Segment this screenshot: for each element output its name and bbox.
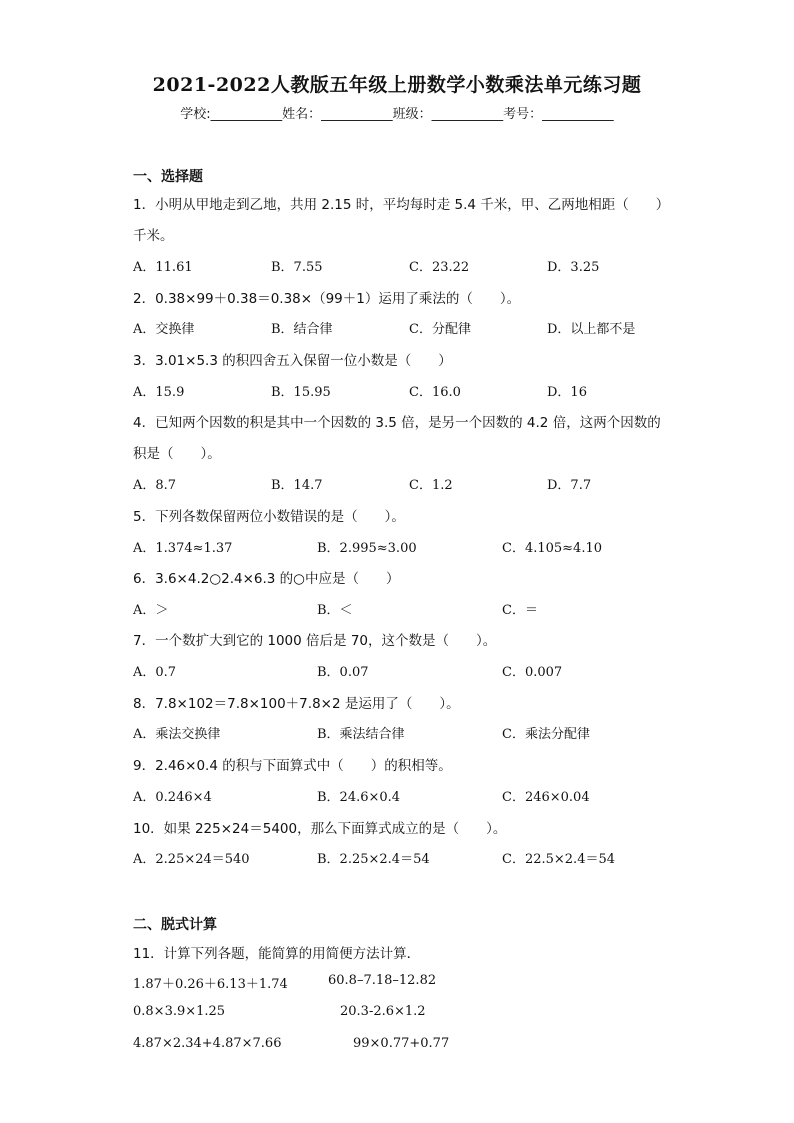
q8-option-a: A．乘法交换律 bbox=[133, 727, 221, 742]
question-2: 2．0.38×99＋0.38＝0.38×（99＋1）运用了乘法的（ ）。 bbox=[133, 291, 521, 307]
calc-expression: 1.87＋0.26＋6.13＋1.74 bbox=[133, 977, 288, 992]
question-4: 4．已知两个因数的积是其中一个因数的 3.5 倍，是另一个因数的 4.2 倍，这两个因数的 bbox=[133, 415, 661, 431]
calc-expression: 4.87×2.34+4.87×7.66 bbox=[133, 1036, 282, 1051]
q7-option-a: A．0.7 bbox=[133, 665, 177, 680]
q7-option-b: B．0.07 bbox=[317, 665, 369, 680]
student-info-line: 学校:___________姓名：___________班级：___________考号：___________ bbox=[180, 107, 614, 122]
q2-option-d: D．以上都不是 bbox=[547, 322, 636, 337]
section-heading-choice: 一、选择题 bbox=[133, 169, 203, 185]
q2-option-c: C．分配律 bbox=[409, 322, 471, 337]
calc-expression: 20.3-2.6×1.2 bbox=[340, 1004, 426, 1019]
calc-expression: 99×0.77+0.77 bbox=[353, 1036, 450, 1051]
q3-option-c: C．16.0 bbox=[409, 385, 461, 400]
q9-option-b: B．24.6×0.4 bbox=[317, 790, 401, 805]
q10-option-b: B．2.25×2.4＝54 bbox=[317, 852, 430, 867]
q2-option-b: B．结合律 bbox=[271, 322, 333, 337]
question-1: 1．小明从甲地走到乙地，共用 2.15 时，平均每时走 5.4 千米，甲、乙两地相距（ ） bbox=[133, 197, 670, 213]
q3-option-a: A．15.9 bbox=[133, 385, 185, 400]
q4-option-b: B．14.7 bbox=[271, 478, 323, 493]
q5-option-c: C．4.105≈4.10 bbox=[502, 541, 603, 556]
q1-option-b: B．7.55 bbox=[271, 260, 323, 275]
question-7: 7．一个数扩大到它的 1000 倍后是 70，这个数是（ ）。 bbox=[133, 633, 497, 649]
page-title: 2021-2022人教版五年级上册数学小数乘法单元练习题 bbox=[152, 74, 642, 96]
q5-option-a: A．1.374≈1.37 bbox=[133, 541, 233, 556]
q6-option-b: B．＜ bbox=[317, 603, 353, 618]
q5-option-b: B．2.995≈3.00 bbox=[317, 541, 417, 556]
q10-option-a: A．2.25×24＝540 bbox=[133, 852, 250, 867]
question-5: 5．下列各数保留两位小数错误的是（ ）。 bbox=[133, 509, 405, 525]
q3-option-d: D．16 bbox=[547, 385, 587, 400]
question-6: 6．3.6×4.2○2.4×6.3 的○中应是（ ） bbox=[133, 571, 400, 587]
q4-option-d: D．7.7 bbox=[547, 478, 592, 493]
q9-option-c: C．246×0.04 bbox=[502, 790, 590, 805]
q2-option-a: A．交换律 bbox=[133, 322, 195, 337]
question-8: 8．7.8×102＝7.8×100＋7.8×2 是运用了（ ）。 bbox=[133, 696, 460, 712]
section-heading-calculation: 二、脱式计算 bbox=[133, 917, 217, 933]
q9-option-a: A．0.246×4 bbox=[133, 790, 212, 805]
q1-option-d: D．3.25 bbox=[547, 260, 600, 275]
q4-option-c: C．1.2 bbox=[409, 478, 453, 493]
question-3: 3．3.01×5.3 的积四舍五入保留一位小数是（ ） bbox=[133, 353, 452, 369]
q8-option-b: B．乘法结合律 bbox=[317, 727, 405, 742]
q7-option-c: C．0.007 bbox=[502, 665, 563, 680]
q4-option-a: A．8.7 bbox=[133, 478, 177, 493]
calc-expression: 0.8×3.9×1.25 bbox=[133, 1004, 226, 1019]
question-9: 9．2.46×0.4 的积与下面算式中（ ）的积相等。 bbox=[133, 758, 452, 774]
question-11: 11．计算下列各题，能简算的用简便方法计算． bbox=[133, 946, 421, 962]
question-1-continued: 千米。 bbox=[133, 228, 174, 244]
q8-option-c: C．乘法分配律 bbox=[502, 727, 590, 742]
q6-option-c: C．＝ bbox=[502, 603, 538, 618]
q1-option-c: C．23.22 bbox=[409, 260, 470, 275]
q6-option-a: A．＞ bbox=[133, 603, 169, 618]
calc-expression: 60.8–7.18–12.82 bbox=[328, 973, 437, 988]
q3-option-b: B．15.95 bbox=[271, 385, 331, 400]
question-4-continued: 积是（ ）。 bbox=[133, 446, 221, 462]
q10-option-c: C．22.5×2.4＝54 bbox=[502, 852, 616, 867]
question-10: 10．如果 225×24＝5400，那么下面算式成立的是（ ）。 bbox=[133, 821, 507, 837]
q1-option-a: A．11.61 bbox=[133, 260, 193, 275]
